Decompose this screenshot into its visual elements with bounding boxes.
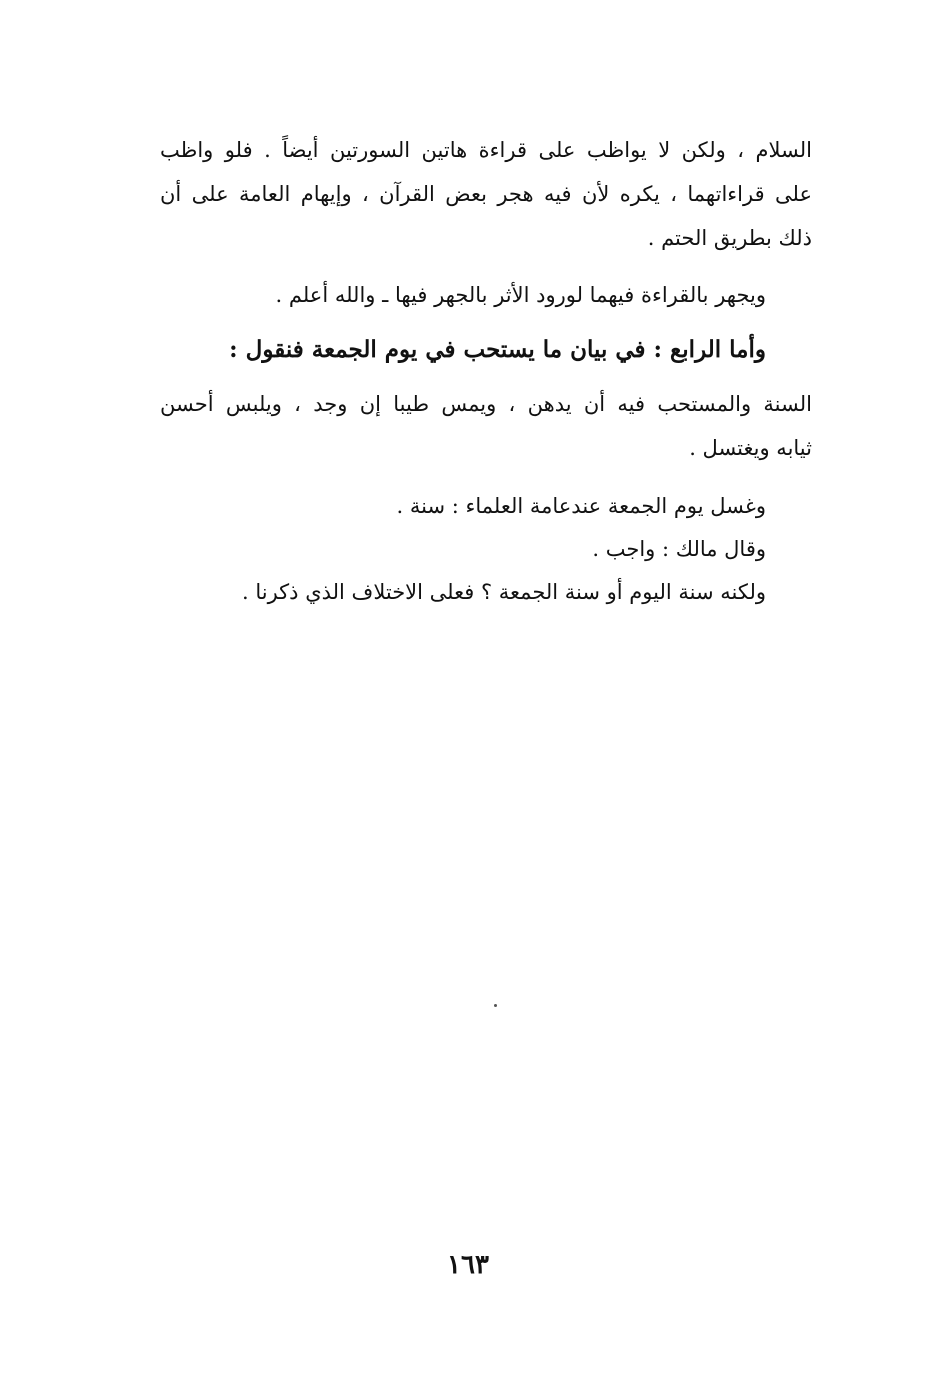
scan-speck xyxy=(494,1004,497,1007)
paragraph-1-line-1: السلام ، ولكن لا يواظب على قراءة هاتين السورتين أيضاً . فلو واظب xyxy=(160,138,812,162)
section-heading xyxy=(160,336,812,380)
paragraph-3-line-2: ثيابه ويغتسل . xyxy=(689,436,812,460)
paragraph-2-line: ويجهر بالقراءة فيهما لورود الأثر بالجهر فيها ـ والله أعلم . xyxy=(275,283,766,307)
paragraph-1-line-2: على قراءاتهما ، يكره لأن فيه هجر بعض القرآن ، وإيهام العامة على أن xyxy=(160,182,812,206)
paragraph-3 xyxy=(160,392,812,482)
section-heading-text: وأما الرابع : في بيان ما يستحب في يوم الجمعة فنقول : xyxy=(229,336,766,363)
paragraph-1 xyxy=(160,138,812,268)
paragraph-5 xyxy=(160,537,812,577)
paragraph-3-line-1: السنة والمستحب فيه أن يدهن ، ويمس طيبا إن وجد ، ويلبس أحسن xyxy=(160,392,812,416)
page-number: ١٦٣ xyxy=(447,1250,489,1280)
paragraph-6 xyxy=(160,580,812,620)
paragraph-2 xyxy=(160,283,812,323)
paragraph-1-line-3: ذلك بطريق الحتم . xyxy=(647,226,812,250)
paragraph-5-line: وقال مالك : واجب . xyxy=(592,537,766,561)
paragraph-4 xyxy=(160,494,812,534)
paragraph-4-line: وغسل يوم الجمعة عندعامة العلماء : سنة . xyxy=(396,494,766,518)
paragraph-6-line: ولكنه سنة اليوم أو سنة الجمعة ؟ فعلى الاختلاف الذي ذكرنا . xyxy=(241,580,766,604)
